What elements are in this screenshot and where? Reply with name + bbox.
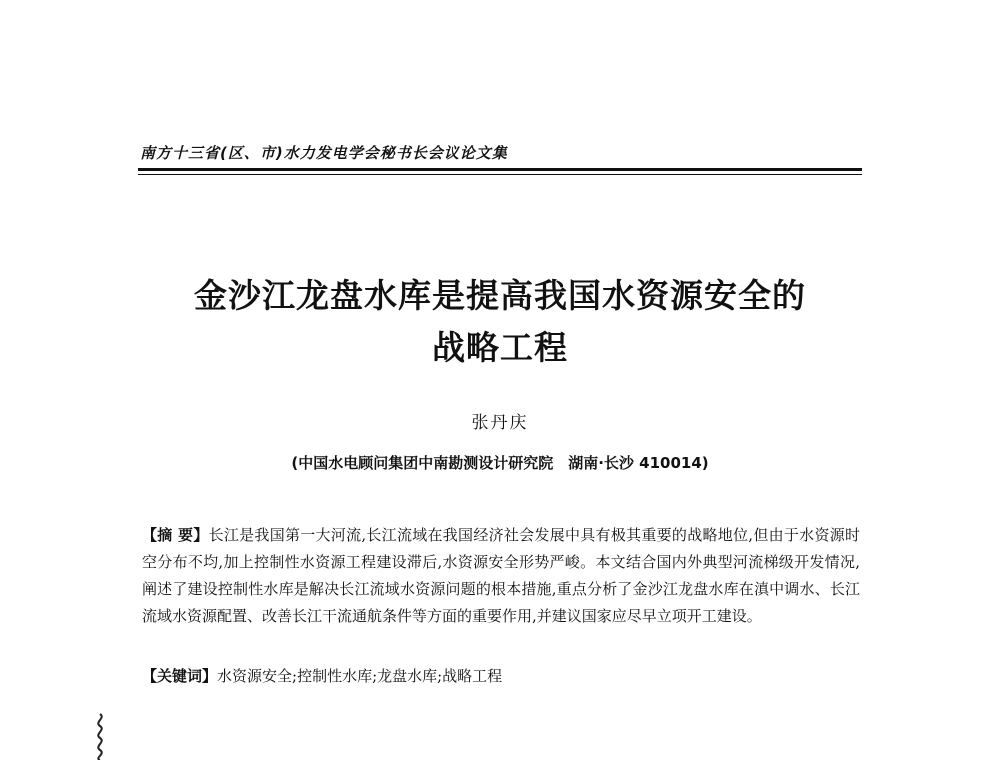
keywords <box>142 663 860 690</box>
paper-title <box>140 270 860 374</box>
keywords-text: 水资源安全;控制性水库;龙盘水库;战略工程 <box>217 667 503 685</box>
abstract-label: 【摘 要】 <box>142 526 209 544</box>
proceedings-header: 南方十三省(区、市)水力发电学会秘书长会议论文集 <box>140 144 508 162</box>
header-rule-thick <box>138 168 862 171</box>
paper-title-line-1: 金沙江龙盘水库是提高我国水资源安全的 <box>194 276 806 315</box>
paper-affiliation: (中国水电顾问集团中南勘测设计研究院 湖南·长沙 410014) <box>291 454 709 472</box>
paper-title-line-2: 战略工程 <box>432 328 568 367</box>
keywords-label: 【关键词】 <box>142 667 218 685</box>
abstract-text: 长江是我国第一大河流,长江流域在我国经济社会发展中具有极其重要的战略地位,但由于水资源时空分布不均,加上控制性水资源工程建设滞后,水资源安全形势严峻。本文结合国内外典型河流梯级开发情况,阐述了建设控制性水库是解决长江流域水资源问题的根本措施,重点分析了金沙江龙盘水库在滇中调水、长江流域水资源配置、改善长江干流通航条件等方面的重要作用,并建议国家应尽早立项开工建设。 <box>142 526 860 625</box>
header-rule-thin <box>138 174 862 175</box>
binding-margin-mark <box>92 712 112 760</box>
paper-author: 张丹庆 <box>471 413 529 433</box>
abstract <box>142 522 860 630</box>
